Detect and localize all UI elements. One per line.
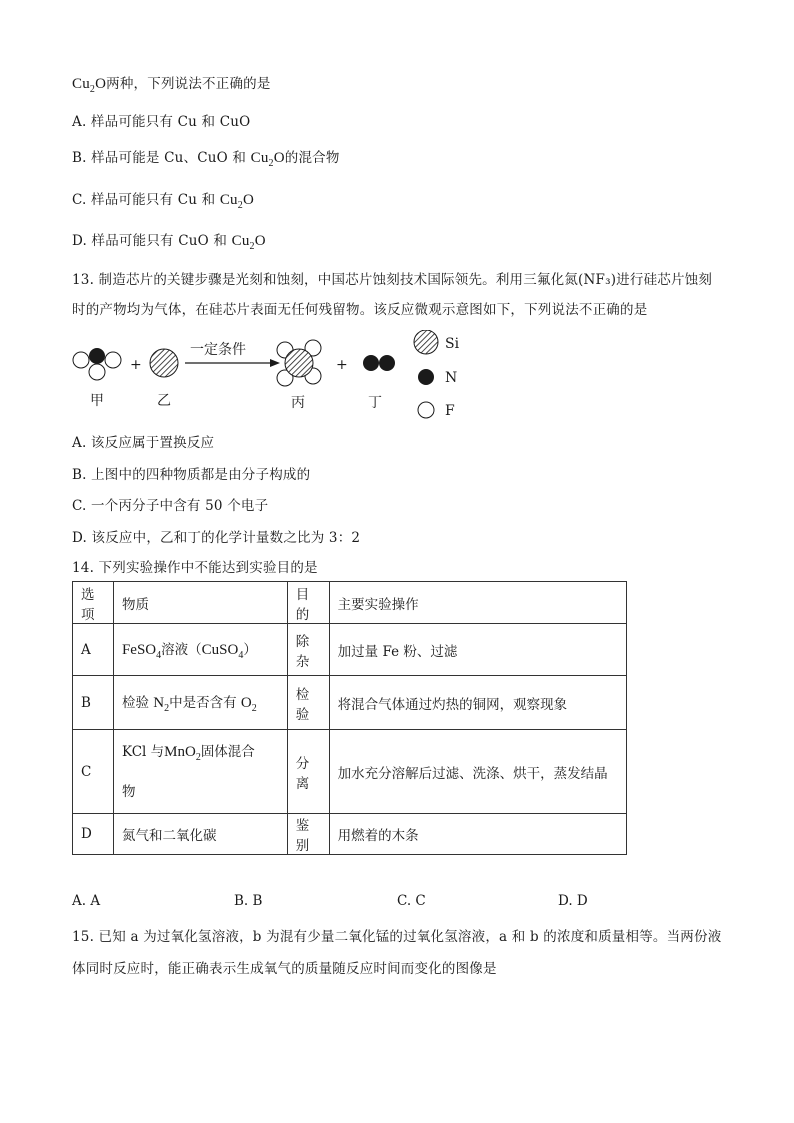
row-b-purpose: 检验: [287, 676, 329, 730]
reaction-diagram: [70, 330, 490, 425]
header-operation: 主要实验操作: [329, 582, 626, 624]
label-ding: 丁: [368, 395, 382, 411]
table-header-row: [73, 582, 627, 624]
row-d-option: D: [73, 814, 114, 855]
row-c-option: C: [73, 730, 114, 814]
row-a-purpose: 除杂: [287, 624, 329, 676]
row-b-substance: 检验 $N_2$中是否含有 $O_2$: [113, 676, 287, 730]
cu2o-formula: $Cu_2O$: [72, 76, 107, 95]
table-row: [73, 814, 627, 855]
choice-b: B. B: [234, 893, 263, 909]
row-b-operation: 将混合气体通过灼热的铜网，观察现象: [329, 676, 626, 730]
row-a-operation: 加过量 Fe 粉、过滤: [329, 624, 626, 676]
label-jia: 甲: [90, 393, 104, 409]
q13-option-b: B. 上图中的四种物质都是由分子构成的: [72, 467, 311, 483]
legend-si-icon: [414, 330, 438, 354]
q13-option-d: D. 该反应中，乙和丁的化学计量数之比为 3：2: [72, 530, 361, 546]
legend-f-icon: [418, 402, 434, 418]
row-a-option: A: [73, 624, 114, 676]
plus-1: +: [130, 357, 142, 373]
q12-option-d: D. 样品可能只有 CuO 和 $Cu_2O$: [72, 233, 266, 252]
molecule-ding: [363, 355, 395, 371]
row-a-substance: FeSO$_4$溶液（CuSO$_4$）: [113, 624, 287, 676]
row-d-operation: 用燃着的木条: [329, 814, 626, 855]
q12-stem: $Cu_2O$两种，下列说法不正确的是: [72, 76, 271, 95]
molecule-yi: [150, 349, 178, 377]
legend-n-icon: [418, 369, 434, 385]
molecule-bing: [277, 340, 321, 386]
choice-d: D. D: [558, 893, 588, 909]
header-substance: 物质: [113, 582, 287, 624]
plus-2: +: [336, 357, 348, 373]
row-d-substance: 氮气和二氧化碳: [113, 814, 287, 855]
experiment-table: [72, 581, 627, 855]
q14-choices: [72, 893, 632, 913]
table-row: [73, 730, 627, 814]
q12-option-a: A. 样品可能只有 Cu 和 CuO: [72, 114, 251, 130]
legend-n: N: [445, 370, 458, 386]
reaction-condition: 一定条件: [190, 342, 246, 358]
q13-option-c: C. 一个丙分子中含有 50 个电子: [72, 498, 269, 514]
row-b-option: B: [73, 676, 114, 730]
header-option: 选项: [73, 582, 114, 624]
row-d-purpose: 鉴别: [287, 814, 329, 855]
q12-option-c: C. 样品可能只有 Cu 和 $Cu_2O$: [72, 192, 254, 211]
q13-stem-line1: 13. 制造芯片的关键步骤是光刻和蚀刻，中国芯片蚀刻技术国际领先。利用三氟化氮(NF₃)进行硅芯片蚀刻: [72, 272, 713, 288]
q13-option-a: A. 该反应属于置换反应: [72, 435, 215, 451]
legend-f: F: [445, 403, 455, 419]
molecule-jia: [73, 348, 121, 380]
choice-c: C. C: [397, 893, 426, 909]
table-row: [73, 624, 627, 676]
legend-si: Si: [445, 336, 460, 352]
q15-stem-line2: 体同时反应时，能正确表示生成氧气的质量随反应时间而变化的图像是: [72, 961, 497, 977]
label-bing: 丙: [291, 395, 305, 411]
q15-stem-line1: 15. 已知 a 为过氧化氢溶液，b 为混有少量二氧化锰的过氧化氢溶液，a 和 b 的浓度和质量相等。当两份液: [72, 929, 722, 945]
q13-stem-line2: 时的产物均为气体，在硅芯片表面无任何残留物。该反应微观示意图如下，下列说法不正确的是: [72, 302, 648, 318]
q14-stem: 14. 下列实验操作中不能达到实验目的是: [72, 560, 318, 576]
label-yi: 乙: [157, 393, 171, 409]
choice-a: A. A: [72, 893, 101, 909]
q12-option-b: B. 样品可能是 Cu、CuO 和 $Cu_2O$的混合物: [72, 150, 340, 169]
header-purpose: 目的: [287, 582, 329, 624]
row-c-substance: KCl 与MnO$_2$固体混合 物: [113, 730, 287, 814]
table-row: [73, 676, 627, 730]
row-c-operation: 加水充分溶解后过滤、洗涤、烘干，蒸发结晶: [329, 730, 626, 814]
row-c-purpose: 分离: [287, 730, 329, 814]
